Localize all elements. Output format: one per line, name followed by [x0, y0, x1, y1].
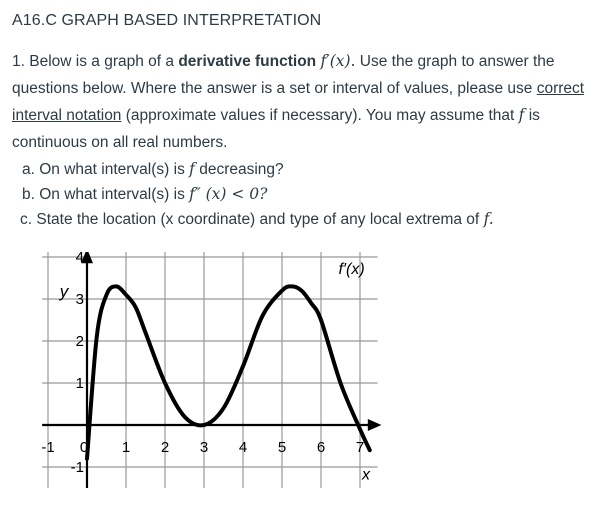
- x-tick-label: 3: [199, 439, 209, 456]
- x-tick-label: 4: [238, 439, 248, 456]
- x-tick-label: 7: [355, 439, 365, 456]
- x-tick-label: 2: [160, 439, 170, 456]
- graph-svg: [30, 252, 410, 497]
- question-rest: decreasing?: [199, 161, 284, 178]
- question-label: c.: [20, 211, 33, 228]
- question-text: On what interval(s) is: [39, 161, 185, 178]
- problem-lead: Below is a graph of a: [29, 53, 175, 70]
- question-math: f″ (x) < 0?: [189, 185, 268, 203]
- page-heading: A16.C GRAPH BASED INTERPRETATION: [12, 12, 322, 29]
- question-text: On what interval(s) is: [39, 186, 185, 203]
- problem-tail-2: is continuous on all real numbers.: [12, 107, 540, 151]
- question-c: [20, 207, 494, 232]
- y-tick-label: 2: [75, 333, 84, 350]
- problem-statement: [12, 48, 597, 156]
- interval-notation-link[interactable]: correct interval notation: [12, 80, 585, 124]
- x-tick-label: 5: [277, 439, 287, 456]
- problem-bold-term: derivative function: [178, 53, 317, 70]
- x-tick-label: -1: [41, 439, 55, 456]
- problem-fprime: f′(x).: [320, 52, 356, 70]
- y-tick-label: 3: [75, 291, 84, 308]
- question-b: [22, 182, 494, 207]
- question-math: f: [189, 160, 195, 178]
- y-tick-label: -1: [70, 459, 84, 476]
- y-tick-label: 1: [75, 375, 84, 392]
- derivative-graph: [30, 252, 410, 502]
- x-axis-label: x: [361, 466, 370, 484]
- y-tick-label: 4: [75, 252, 84, 266]
- problem-mid: Use the graph to answer the questions below. Where the answer is a set or interval of values, please use: [12, 53, 555, 97]
- y-axis-label: y: [59, 281, 69, 301]
- question-list: [22, 157, 494, 232]
- x-tick-label: 1: [121, 439, 131, 456]
- problem-number: 1.: [12, 53, 25, 70]
- x-tick-label: 6: [316, 439, 326, 456]
- fprime-curve: [87, 286, 370, 458]
- question-math: f.: [483, 210, 494, 228]
- question-label: a.: [22, 161, 35, 178]
- x-tick-label: 0: [79, 439, 89, 456]
- curve-label: f′(x): [338, 260, 365, 278]
- problem-tail-1: (approximate values if necessary). You may assume that: [125, 107, 515, 124]
- question-text: State the location (x coordinate) and type of any local extrema of: [36, 211, 480, 228]
- problem-f: f: [518, 106, 525, 124]
- question-a: [22, 157, 494, 182]
- x-axis-arrow-icon: [368, 419, 382, 431]
- question-label: b.: [22, 186, 35, 203]
